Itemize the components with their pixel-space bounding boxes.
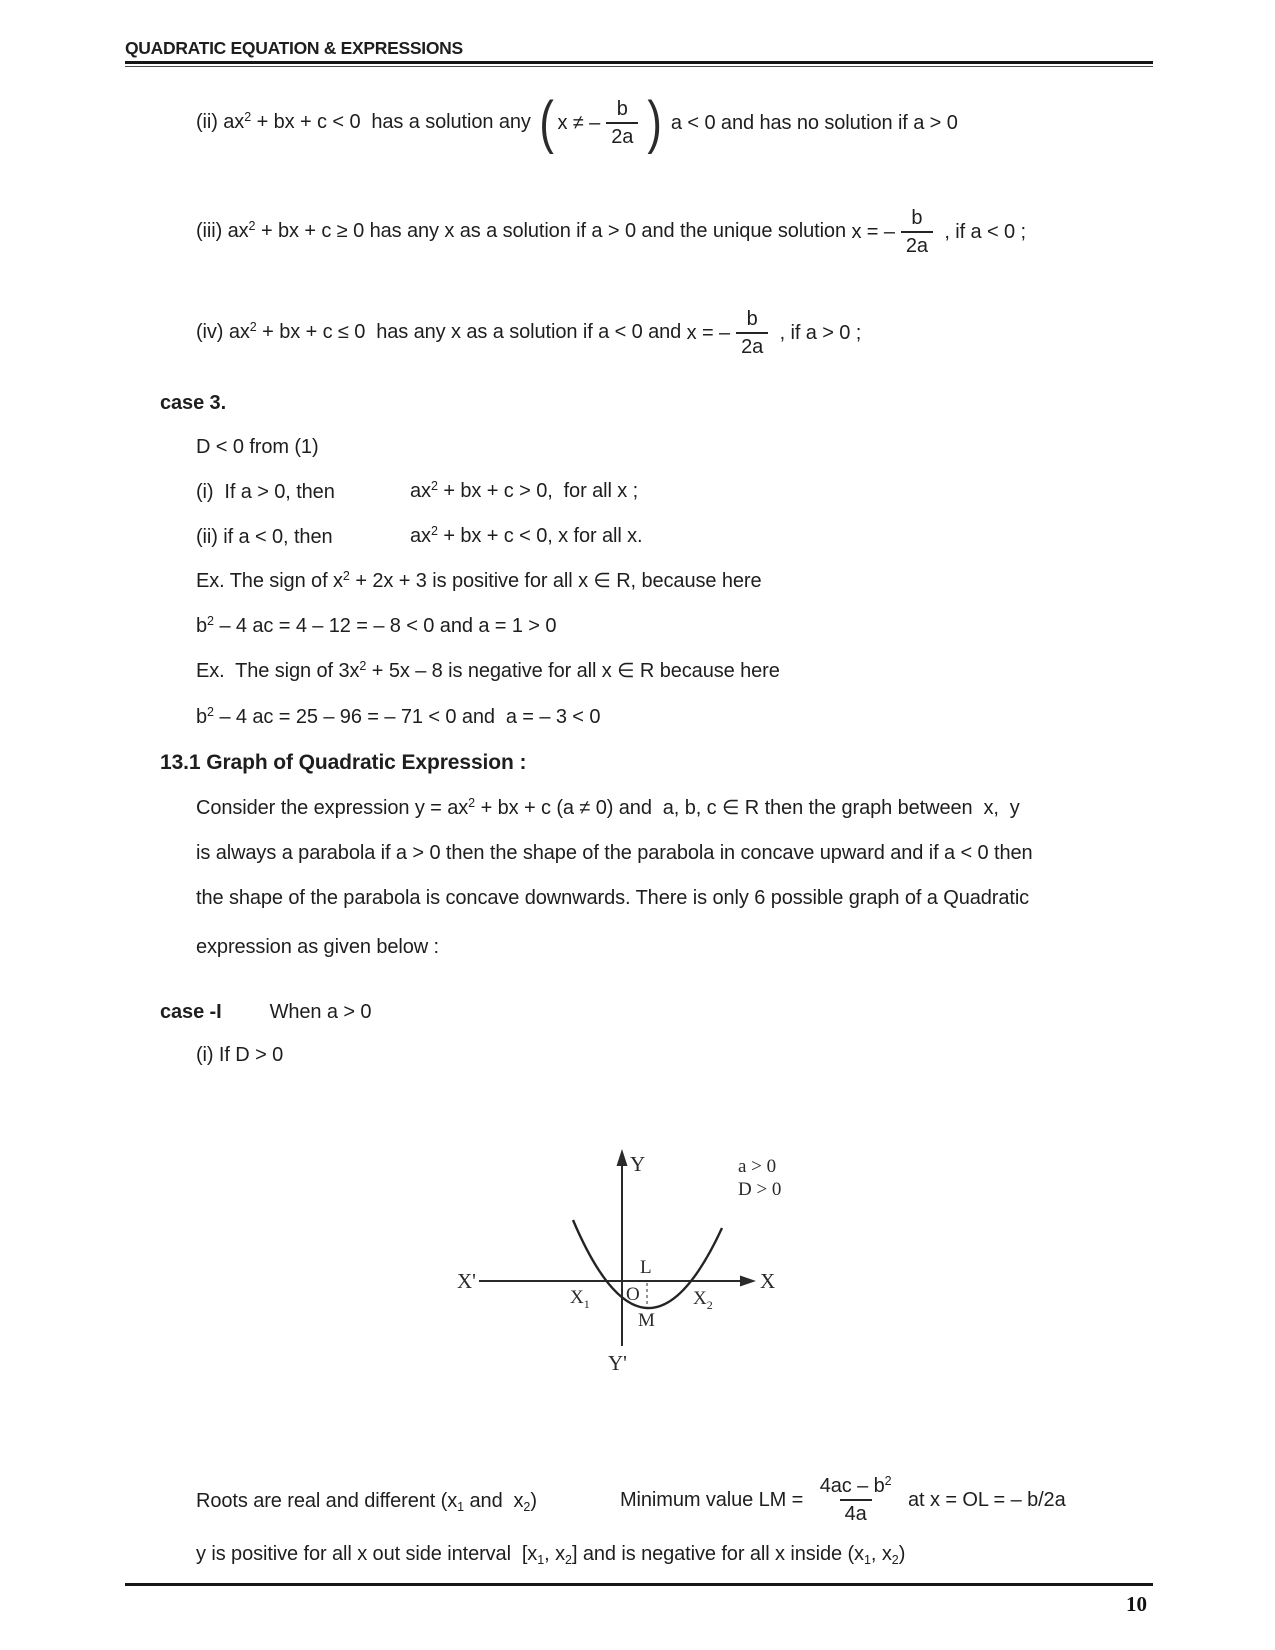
minimum-value-label: Minimum value LM = xyxy=(620,1489,809,1511)
label-m: M xyxy=(638,1310,655,1331)
label-x2: $X_2$ xyxy=(693,1288,713,1312)
condition-d: D > 0 xyxy=(738,1179,782,1200)
x-axis-arrow-icon xyxy=(740,1276,756,1287)
statement-iii-inner: x = – xyxy=(851,221,895,243)
subscript: 1 xyxy=(457,1500,465,1514)
example-1 xyxy=(196,568,761,596)
interval-line xyxy=(196,1541,905,1569)
fraction xyxy=(736,307,768,359)
superscript: 2 xyxy=(430,479,438,494)
subscript: 2 xyxy=(891,1553,899,1567)
case3-item-1 xyxy=(196,478,638,506)
roots-text: Roots are real and different ($x_1$ and $x_2$) xyxy=(196,1490,537,1514)
minimum-value-line xyxy=(620,1463,1066,1537)
case3-d-line: D < 0 from (1) xyxy=(196,436,319,458)
page-number: 10 xyxy=(1126,1592,1147,1616)
superscript: 2 xyxy=(244,110,252,125)
superscript: 2 xyxy=(342,569,350,584)
fraction xyxy=(815,1474,897,1526)
superscript: 2 xyxy=(430,524,438,539)
statement-iii-lead: (iii) $ax^2$ + bx + c ≥ 0 has any x as a solution if a > 0 and the unique solution xyxy=(196,219,852,242)
fraction-numerator: b xyxy=(746,308,758,330)
subscript: 1 xyxy=(863,1553,871,1567)
statement-ii-inner: x ≠ – xyxy=(557,112,601,134)
minimum-value-trail: at x = OL = – b/2a xyxy=(902,1489,1066,1511)
superscript: 2 xyxy=(359,659,367,674)
fraction-numerator: b xyxy=(616,98,628,120)
case1-subcase: (i) If D > 0 xyxy=(196,1044,284,1066)
subscript: 1 xyxy=(537,1553,545,1567)
subscript: 2 xyxy=(564,1553,572,1567)
case3-item-1-expr: $ax^2$ + bx + c > 0, for all x ; xyxy=(410,479,639,502)
label-x: X xyxy=(760,1269,776,1293)
footer-rule xyxy=(125,1583,1153,1586)
calc-1 xyxy=(196,613,556,641)
subscript: 2 xyxy=(523,1500,531,1514)
paragraph-line-1-text: Consider the expression $y = ax^2$ + bx + c (a ≠ 0) and a, b, c ∈ R then the graph between x, y xyxy=(196,796,1020,819)
example-1-text: Ex. The sign of $x^2 + 2x + 3$ is positive for all x ∈ R, because here xyxy=(196,569,762,592)
case3-item-2 xyxy=(196,523,643,551)
fraction xyxy=(901,206,933,258)
statement-iv xyxy=(196,302,861,364)
condition-a: a > 0 xyxy=(738,1156,777,1177)
example-2 xyxy=(196,658,780,686)
superscript: 2 xyxy=(468,796,476,811)
paragraph-line-2: is always a parabola if a > 0 then the shape of the parabola in concave upward and if a < 0 then xyxy=(196,842,1033,864)
section-heading: 13.1 Graph of Quadratic Expression : xyxy=(160,751,527,774)
label-origin: O xyxy=(626,1284,640,1305)
fraction-denominator: 2a xyxy=(606,122,638,149)
case1-subtitle: When a > 0 xyxy=(269,1001,372,1023)
label-x-prime: X' xyxy=(457,1269,476,1293)
page-header-title: QUADRATIC EQUATION & EXPRESSIONS xyxy=(125,38,463,58)
case1-heading: case -I xyxy=(160,1001,222,1023)
case3-heading: case 3. xyxy=(160,392,227,414)
open-paren: ( xyxy=(539,90,555,156)
fraction-numerator: $4ac - b^2$ xyxy=(819,1474,892,1497)
superscript: 2 xyxy=(249,320,257,335)
header-rule-thin xyxy=(125,66,1153,67)
paragraph-line-4: expression as given below : xyxy=(196,936,439,958)
statement-iii xyxy=(196,201,1026,263)
fraction-denominator: 4a xyxy=(840,1499,872,1526)
example-2-text: Ex. The sign of $3x^2 + 5x - 8$ is negative for all x ∈ R because here xyxy=(196,659,780,682)
fraction xyxy=(606,97,638,149)
statement-iv-trail: , if a > 0 ; xyxy=(774,322,862,344)
paragraph-line-3: the shape of the parabola is concave downwards. There is only 6 possible graph of a Quadratic xyxy=(196,887,1030,909)
paragraph-line-1 xyxy=(196,795,1020,823)
case1-heading-row xyxy=(160,999,371,1025)
fraction-denominator: 2a xyxy=(736,332,768,359)
label-y-prime: Y' xyxy=(608,1351,627,1375)
case3-item-2-expr: $ax^2$ + bx + c < 0, x for all x. xyxy=(410,524,643,547)
label-x1: $X_1$ xyxy=(570,1287,590,1311)
y-axis-arrow-icon xyxy=(617,1149,628,1166)
close-paren: ) xyxy=(647,90,663,156)
parabola-figure xyxy=(455,1140,795,1388)
statement-iii-trail: , if a < 0 ; xyxy=(938,221,1026,243)
case3-item-1-label: (i) If a > 0, then xyxy=(196,481,335,503)
statement-ii xyxy=(196,92,958,154)
roots-line xyxy=(196,1488,537,1516)
label-l: L xyxy=(640,1257,652,1278)
interval-text: y is positive for all x out side interval [$x_1$, $x_2$] and is negative for all x inside ($x_1$, $x_2$) xyxy=(196,1543,906,1567)
statement-ii-trail: a < 0 and has no solution if a > 0 xyxy=(665,112,958,134)
fraction-numerator: b xyxy=(911,207,923,229)
superscript: 2 xyxy=(207,614,214,629)
superscript: 2 xyxy=(248,219,256,234)
calc-1-text: $b^2 - 4$ ac = 4 – 12 = – 8 < 0 and a = 1 > 0 xyxy=(196,614,557,637)
case3-item-2-label: (ii) if a < 0, then xyxy=(196,526,333,548)
statement-ii-lead: (ii) $ax^2$ + bx + c < 0 has a solution any xyxy=(196,110,537,133)
calc-2-text: $b^2 - 4$ ac = 25 – 96 = – 71 < 0 and a = – 3 < 0 xyxy=(196,705,601,728)
calc-2 xyxy=(196,704,600,732)
statement-iv-lead: (iv) $ax^2$ + bx + c ≤ 0 has any x as a solution if a < 0 and xyxy=(196,320,687,343)
header-rule xyxy=(125,61,1153,64)
fraction-denominator: 2a xyxy=(901,231,933,258)
statement-iv-inner: x = – xyxy=(686,322,731,344)
superscript: 2 xyxy=(207,705,214,720)
label-y: Y xyxy=(630,1152,646,1176)
superscript: 2 xyxy=(884,1474,892,1489)
